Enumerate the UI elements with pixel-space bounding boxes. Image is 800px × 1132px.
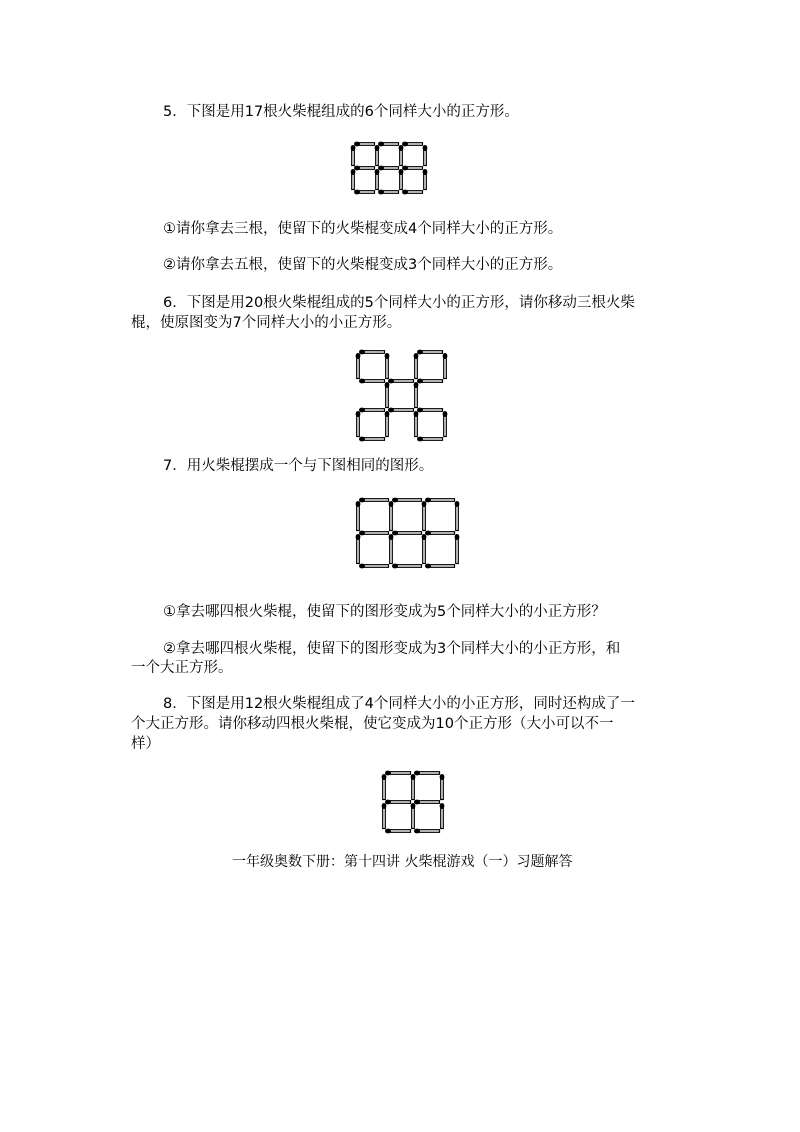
matchstick-head: [392, 498, 398, 503]
matchstick-head: [422, 534, 427, 540]
matchstick-head: [402, 190, 408, 195]
problem-6-statement-line-2: 棍，使原图变为7个同样大小的小正方形。: [131, 315, 402, 331]
matchstick: [375, 169, 380, 190]
matchstick: [443, 353, 448, 379]
matchstick: [414, 829, 440, 834]
matchstick-head: [425, 498, 431, 503]
matchstick: [399, 145, 404, 166]
matchstick-head: [385, 411, 390, 417]
problem-7-statement: 7．用火柴棍摆成一个与下图相同的图形。: [163, 458, 434, 474]
problem-5-statement: 5．下图是用17根火柴棍组成的6个同样大小的正方形。: [163, 104, 519, 120]
matchstick: [414, 382, 419, 408]
matchstick-head: [359, 437, 365, 442]
problem-7-question-1: ①拿去哪四根火柴棍，使留下的图形变成为5个同样大小的小正方形？: [163, 604, 606, 620]
matchstick-head: [443, 353, 448, 359]
matchstick-head: [389, 534, 394, 540]
matchstick-head: [351, 169, 356, 175]
matchstick-head: [425, 531, 431, 536]
problem-7-question-2-line-1: ②拿去哪四根火柴棍，使留下的图形变成为3个同样大小的小正方形，和: [163, 641, 621, 657]
matchstick-head: [378, 190, 384, 195]
matchstick: [354, 142, 375, 147]
matchstick: [385, 353, 390, 379]
matchstick: [351, 169, 356, 190]
matchstick-head: [422, 501, 427, 507]
matchstick-head: [423, 169, 428, 175]
matchstick: [455, 501, 460, 531]
matchstick: [423, 145, 428, 166]
matchstick-head: [455, 501, 460, 507]
matchstick: [417, 408, 443, 413]
matchstick: [359, 379, 385, 384]
matchstick-head: [385, 829, 391, 834]
matchstick-head: [389, 501, 394, 507]
matchstick: [378, 142, 399, 147]
problem-5-question-2: ②请你拿去五根，使留下的火柴棍变成3个同样大小的正方形。: [163, 257, 563, 273]
matchstick-head: [354, 142, 360, 147]
matchstick: [378, 190, 399, 195]
matchstick: [356, 534, 361, 564]
footer-caption: 一年级奥数下册：第十四讲 火柴棍游戏（一）习题解答: [232, 854, 573, 870]
matchstick: [455, 534, 460, 564]
matchstick: [359, 564, 389, 569]
matchstick: [411, 774, 416, 800]
matchstick-head: [356, 353, 361, 359]
matchstick-head: [385, 800, 391, 805]
problem-5-matchstick-figure: [349, 140, 433, 200]
matchstick: [354, 190, 375, 195]
matchstick-head: [378, 166, 384, 171]
matchstick: [425, 564, 455, 569]
matchstick: [440, 774, 445, 800]
matchstick: [385, 382, 390, 408]
matchstick: [382, 803, 387, 829]
matchstick: [385, 411, 390, 437]
matchstick-head: [414, 829, 420, 834]
matchstick-head: [356, 501, 361, 507]
matchstick: [402, 142, 423, 147]
matchstick: [388, 408, 414, 413]
matchstick-head: [455, 534, 460, 540]
matchstick: [354, 166, 375, 171]
matchstick-head: [399, 169, 404, 175]
matchstick: [414, 353, 419, 379]
matchstick: [423, 169, 428, 190]
matchstick: [425, 498, 455, 503]
matchstick-head: [375, 169, 380, 175]
matchstick: [440, 803, 445, 829]
matchstick: [411, 803, 416, 829]
matchstick-head: [440, 803, 445, 809]
matchstick-head: [388, 408, 394, 413]
matchstick: [392, 498, 422, 503]
matchstick-head: [414, 353, 419, 359]
matchstick: [392, 564, 422, 569]
matchstick-head: [443, 411, 448, 417]
matchstick-head: [388, 379, 394, 384]
matchstick: [389, 534, 394, 564]
matchstick-head: [440, 774, 445, 780]
matchstick: [359, 531, 389, 536]
matchstick: [375, 145, 380, 166]
matchstick: [422, 501, 427, 531]
matchstick-head: [356, 411, 361, 417]
matchstick-head: [402, 142, 408, 147]
matchstick-head: [382, 774, 387, 780]
matchstick: [443, 411, 448, 437]
matchstick-head: [375, 145, 380, 151]
matchstick: [399, 169, 404, 190]
matchstick-head: [414, 800, 420, 805]
matchstick-head: [385, 382, 390, 388]
matchstick: [382, 774, 387, 800]
matchstick-head: [354, 166, 360, 171]
matchstick: [425, 531, 455, 536]
matchstick-head: [417, 437, 423, 442]
matchstick: [359, 437, 385, 442]
matchstick-head: [414, 771, 420, 776]
matchstick: [356, 501, 361, 531]
matchstick-head: [359, 408, 365, 413]
matchstick: [414, 771, 440, 776]
problem-8-statement-line-3: 样）: [131, 736, 160, 752]
matchstick-head: [414, 382, 419, 388]
matchstick: [414, 411, 419, 437]
matchstick-head: [417, 408, 423, 413]
problem-6-matchstick-figure: [353, 347, 450, 444]
matchstick: [417, 350, 443, 355]
matchstick: [389, 501, 394, 531]
problem-7-question-2-line-2: 一个大正方形。: [131, 660, 233, 676]
problem-8-statement-line-2: 个大正方形。请你移动四根火柴棍，使它变成为10个正方形（大小可以不一: [131, 716, 614, 732]
matchstick-head: [399, 145, 404, 151]
matchstick-head: [423, 145, 428, 151]
matchstick-head: [359, 564, 365, 569]
matchstick: [392, 531, 422, 536]
matchstick-head: [385, 771, 391, 776]
problem-5-question-1: ①请你拿去三根，使留下的火柴棍变成4个同样大小的正方形。: [163, 221, 563, 237]
matchstick: [402, 190, 423, 195]
problem-7-matchstick-figure: [353, 495, 462, 581]
matchstick-head: [359, 379, 365, 384]
matchstick: [356, 411, 361, 437]
matchstick: [388, 379, 414, 384]
matchstick: [422, 534, 427, 564]
matchstick-head: [359, 531, 365, 536]
matchstick: [356, 353, 361, 379]
problem-6-statement-line-1: 6．下图是用20根火柴棍组成的5个同样大小的正方形，请你移动三根火柴: [163, 295, 635, 311]
matchstick-head: [385, 353, 390, 359]
matchstick-head: [414, 411, 419, 417]
matchstick: [417, 379, 443, 384]
matchstick: [359, 350, 385, 355]
matchstick-head: [417, 350, 423, 355]
matchstick: [359, 408, 385, 413]
matchstick: [414, 800, 440, 805]
matchstick: [402, 166, 423, 171]
matchstick: [385, 771, 411, 776]
matchstick: [385, 800, 411, 805]
matchstick-head: [411, 803, 416, 809]
matchstick-head: [392, 531, 398, 536]
matchstick-head: [378, 142, 384, 147]
matchstick-head: [351, 145, 356, 151]
matchstick: [385, 829, 411, 834]
matchstick-head: [411, 774, 416, 780]
matchstick-head: [359, 498, 365, 503]
problem-8-matchstick-figure: [380, 769, 448, 835]
matchstick: [351, 145, 356, 166]
matchstick: [417, 437, 443, 442]
matchstick-head: [382, 803, 387, 809]
matchstick-head: [402, 166, 408, 171]
matchstick-head: [359, 350, 365, 355]
matchstick-head: [392, 564, 398, 569]
matchstick: [378, 166, 399, 171]
matchstick: [359, 498, 389, 503]
matchstick-head: [425, 564, 431, 569]
matchstick-head: [417, 379, 423, 384]
matchstick-head: [356, 534, 361, 540]
problem-8-statement-line-1: 8．下图是用12根火柴棍组成了4个同样大小的小正方形，同时还构成了一: [163, 696, 635, 712]
matchstick-head: [354, 190, 360, 195]
